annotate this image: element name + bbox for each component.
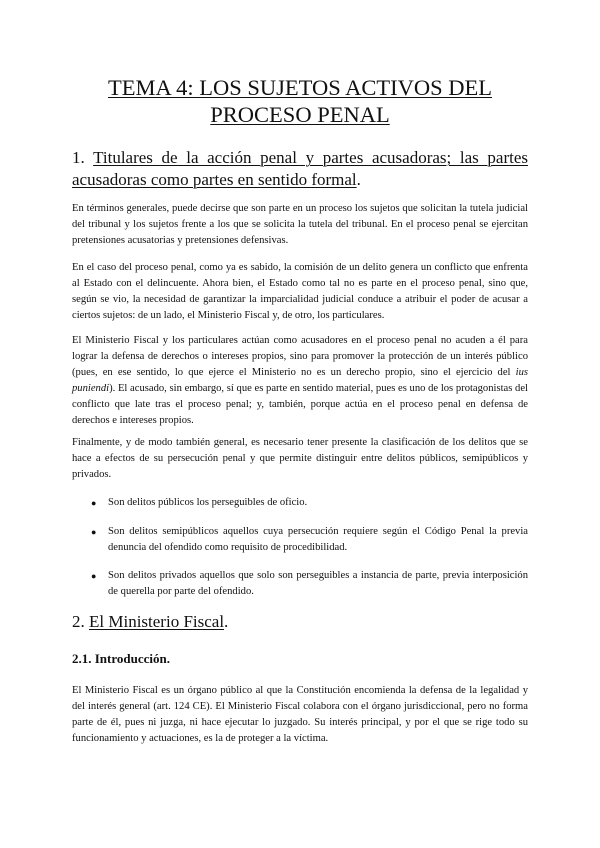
paragraph-4: Finalmente, y de modo también general, es necesario tener presente la clasificación de los delitos que se hace a efectos de su persecución penal y que permite distinguir entre delitos públicos, semipúblicos y privados. <box>72 437 528 480</box>
section-1-end: . <box>356 170 361 189</box>
bullet-marker: ● <box>91 571 97 581</box>
section-1-heading <box>72 147 528 191</box>
section-2-number: 2. <box>72 612 85 631</box>
bullet-item-3: Son delitos privados aquellos que solo son perseguibles a instancia de parte, previa interposición de querella por parte del ofendido. <box>108 570 528 597</box>
paragraph-3-after: ). El acusado, sin embargo, sí que es parte en sentido material, pues es uno de los protagonistas del conflicto que late tras el proceso penal; y, también, porque actúa en el proceso penal en defensa de derechos e intereses propios. <box>72 383 528 426</box>
subsection-2-1-heading: 2.1. Introducción. <box>72 651 170 666</box>
paragraph-1: En términos generales, puede decirse que son parte en un proceso los sujetos que solicitan la tutela judicial del tribunal y los sujetos frente a los que se solicita la tutela del tribunal. En el proceso penal se ejercitan pretensiones acusatorias y pretensiones defensivas. <box>72 203 528 246</box>
paragraph-3-italic: ius puniendi <box>72 367 528 394</box>
bullet-marker: ● <box>91 498 97 508</box>
bullet-item-1: Son delitos públicos los perseguibles de oficio. <box>108 497 308 508</box>
section-1-title: Titulares de la acción penal y partes acusadoras; las partes acusadoras como partes en sentido formal <box>72 148 528 189</box>
section-2-heading <box>72 611 528 633</box>
paragraph-2: En el caso del proceso penal, como ya es sabido, la comisión de un delito genera un conflicto que enfrenta al Estado con el delincuente. Ahora bien, el Estado como tal no es parte en el proceso penal, sino que, según se vio, la necesidad de garantizar la imparcialidad judicial conduce a atribuir el poder de acusar a ciertos sujetos: de un lado, el Ministerio Fiscal y, de otro, los particulares. <box>72 262 528 321</box>
paragraph-3 <box>72 333 528 429</box>
bullet-item-2: Son delitos semipúblicos aquellos cuya persecución requiere según el Código Penal la previa denuncia del ofendido como requisito de procedibilidad. <box>108 526 528 553</box>
document-title: TEMA 4: LOS SUJETOS ACTIVOS DEL PROCESO PENAL <box>108 75 492 127</box>
section-1-number: 1. <box>72 148 85 167</box>
section-2-title: El Ministerio Fiscal <box>89 612 225 631</box>
bullet-marker: ● <box>91 527 97 537</box>
paragraph-3-before: El Ministerio Fiscal y los particulares actúan como acusadores en el proceso penal no acuden a él para lograr la defensa de derechos o intereses propios, sino para promover la protección de un interés público (pues, en ese sentido, lo que ejerce el Ministerio no es un derecho propio, sino el ejercicio del <box>72 335 528 378</box>
section-2-end: . <box>224 612 229 631</box>
paragraph-5: El Ministerio Fiscal es un órgano público al que la Constitución encomienda la defensa de la legalidad y del interés general (art. 124 CE). El Ministerio Fiscal colabora con el órgano jurisdiccional, pero no forma parte de él, pues ni juzga, ni hace ejecutar lo juzgado. Su interés principal, y por el que se rige todo su funcionamiento y actuaciones, es la de proteger a la víctima. <box>72 685 528 744</box>
